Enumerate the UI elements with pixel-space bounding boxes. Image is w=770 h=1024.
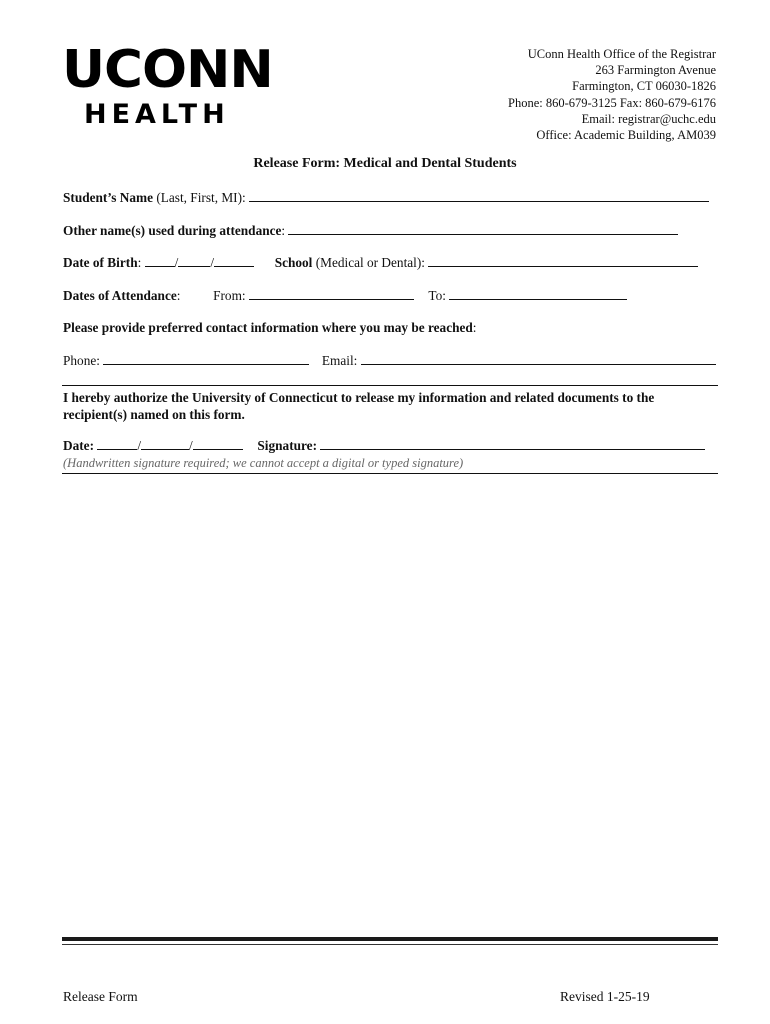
school-label: School xyxy=(274,255,313,270)
registrar-address xyxy=(508,46,716,143)
from-label: From: xyxy=(213,288,249,303)
contact-prompt-colon: : xyxy=(472,320,477,335)
address-line-building: Office: Academic Building, AM039 xyxy=(536,128,716,143)
logo-uconn-text: UCONN xyxy=(62,40,273,100)
student-name-label: Student’s Name xyxy=(63,190,154,205)
signature-field[interactable] xyxy=(320,438,705,450)
date-label: Date: xyxy=(63,438,98,453)
signature-row: Date: / / Signature: xyxy=(63,438,705,454)
footer-revision-date: Revised 1-25-19 xyxy=(560,989,650,1004)
footer-rule-thick xyxy=(62,937,718,941)
address-line-city: Farmington, CT 06030-1826 xyxy=(572,79,716,94)
section-divider-bottom xyxy=(62,473,718,474)
dob-year-field[interactable] xyxy=(214,255,254,267)
phone-email-row xyxy=(63,353,716,369)
attendance-label: Dates of Attendance xyxy=(63,288,177,303)
uconn-health-logo xyxy=(62,40,273,134)
signature-note: (Handwritten signature required; we cannot accept a digital or typed signature) xyxy=(63,456,464,470)
form-title: Release Form: Medical and Dental Students xyxy=(253,156,517,171)
logo-health-text: HEALTH xyxy=(84,99,230,130)
dob-day-field[interactable] xyxy=(178,255,210,267)
footer-rule-thin xyxy=(62,944,718,945)
address-line-office: UConn Health Office of the Registrar xyxy=(527,47,716,61)
sign-date-day-field[interactable] xyxy=(141,438,189,450)
dob-school-row: Date of Birth: / / School (Medical or Dental): xyxy=(63,255,698,271)
email-field[interactable] xyxy=(361,353,716,365)
contact-prompt: Please provide preferred contact information where you may be reached xyxy=(63,320,473,335)
phone-label: Phone: xyxy=(63,353,104,368)
contact-prompt-row xyxy=(63,320,477,336)
attendance-row xyxy=(63,288,627,304)
school-hint: (Medical or Dental): xyxy=(312,255,429,270)
address-line-phone: Phone: 860-679-3125 Fax: 860-679-6176 xyxy=(508,95,716,110)
address-line-email: Email: registrar@uchc.edu xyxy=(581,111,716,126)
student-name-hint: (Last, First, MI): xyxy=(153,190,250,205)
dob-label: Date of Birth xyxy=(63,255,138,270)
attendance-colon: : xyxy=(176,288,181,303)
sign-date-year-field[interactable] xyxy=(193,438,243,450)
authorization-statement: I hereby authorize the University of Connecticut to release my information and related documents to the recipient(s) named on this form. xyxy=(63,390,655,422)
other-names-label: Other name(s) used during attendance xyxy=(63,223,282,238)
email-label: Email: xyxy=(321,353,361,368)
dob-colon: : xyxy=(137,255,145,270)
phone-field[interactable] xyxy=(103,353,309,365)
signature-label: Signature: xyxy=(257,438,321,453)
to-label: To: xyxy=(428,288,450,303)
other-names-field[interactable] xyxy=(288,223,678,235)
student-name-row xyxy=(63,190,709,206)
section-divider-top xyxy=(62,385,718,386)
attendance-from-field[interactable] xyxy=(249,288,414,300)
dob-month-field[interactable] xyxy=(145,255,175,267)
other-names-colon: : xyxy=(281,223,289,238)
student-name-field[interactable] xyxy=(249,190,709,202)
school-field[interactable] xyxy=(428,255,698,267)
footer-form-name: Release Form xyxy=(63,989,138,1004)
sign-date-month-field[interactable] xyxy=(97,438,137,450)
address-line-street: 263 Farmington Avenue xyxy=(595,63,716,78)
attendance-to-field[interactable] xyxy=(449,288,627,300)
other-names-row xyxy=(63,223,678,239)
